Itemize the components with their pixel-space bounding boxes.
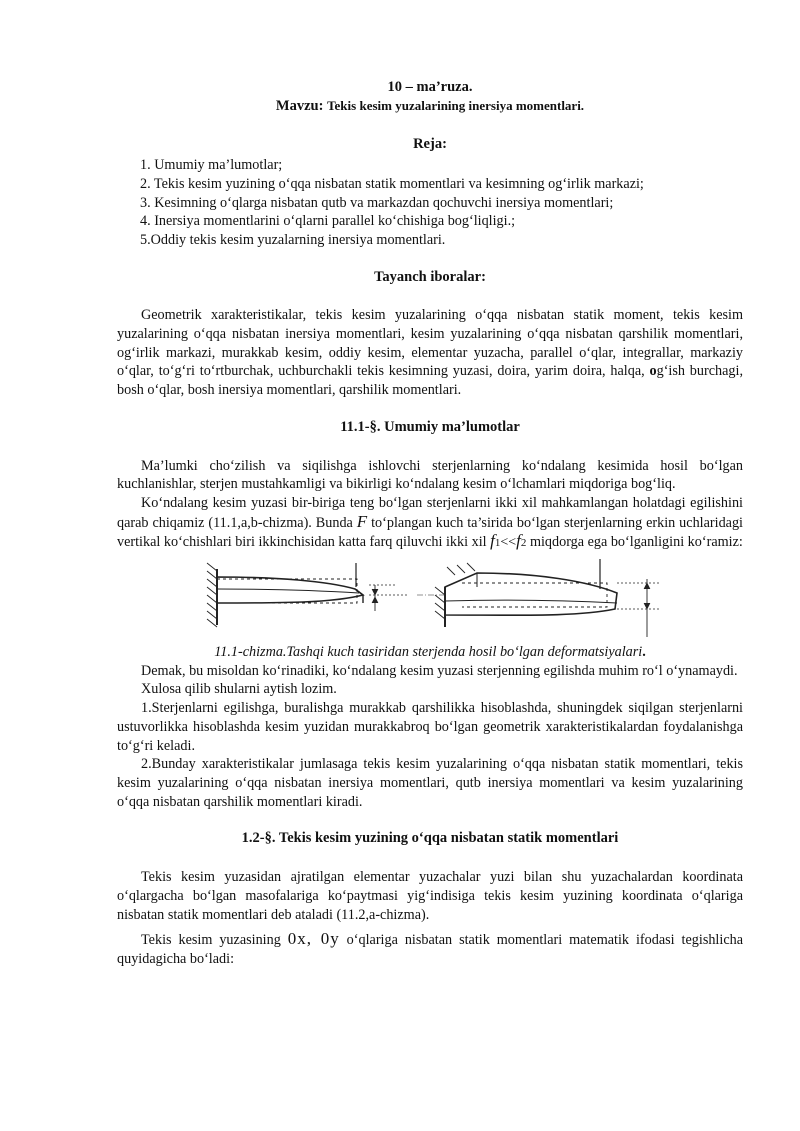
p2-text-b: to‘plangan kuch ta’sirida bo‘lgan sterjenlarning erkin uchlaridagi vertikal ko‘chishlari biri ikkinchisidan katta farq qiluvchi ikki xil — [117, 514, 744, 551]
keywords-text-a: Geometrik xarakteristikalar, tekis kesim yuzalarining o‘qqa nisbatan statik moment, tekis kesim yuzalarining o‘qqa nisbatan inersiya momentlari, kesim yuzalarining o‘qqa nisbatan qarshilik momentlari, og‘irlik markazi, murakkab kesim, oddiy kesim, elementar yuzacha, parallel o‘qlar, integrallar, markaziy o‘qlar, to‘g‘ri to‘rtburchak, uchburchakli tekis kesimning yuzasi, doira, yarim doira, halqa, — [117, 307, 743, 380]
lecture-topic — [117, 97, 743, 116]
section2-paragraph-2 — [117, 930, 743, 968]
plan-item: 2. Tekis kesim yuzining o‘qqa nisbatan statik momentlari va kesimning og‘irlik markazi; — [140, 175, 644, 192]
beam-deformation-drawing — [117, 559, 743, 639]
f2-symbol: f — [516, 531, 521, 551]
figure-caption — [117, 643, 743, 662]
topic-label: Mavzu: — [275, 97, 324, 114]
figure-11-1 — [117, 559, 743, 639]
beam-b — [445, 573, 617, 615]
document-page — [117, 78, 743, 969]
axes-symbols: 0x, 0y — [287, 929, 340, 949]
force-symbol: F — [356, 511, 368, 531]
p2-text-a: Ko‘ndalang kesim yuzasi bir-biriga teng bo‘lgan sterjenlarni ikki xil mahkamlangan holatdagi egilishini qarab chiqamiz (11.1,a,b-chizma). Bunda — [117, 494, 743, 531]
section1-paragraph-1: Ma’lumki cho‘zilish va siqilishga ishlovchi sterjenlarning ko‘ndalang kesimida hosil bo‘lgan kuchlanishlar, sterjen mustahkamligi va bikirligi ko‘ndalang kesim o‘lchamlari miqdoriga bog‘liq. — [117, 457, 743, 493]
plan-item: 4. Inersiya momentlarini o‘qlarni parallel ko‘chishiga bog‘liqligi.; — [140, 213, 516, 230]
section1-paragraph-5: 1.Sterjenlarni egilishga, buralishga murakkab qarshilikka hisoblashda, shuningdek siqilgan sterjenlarni ustuvorlikka hisoblashda kesim yuzidan murakkabroq bo‘lgan geometrik xarakteristikalardan foydalanishga to‘g‘ri keladi. — [117, 700, 743, 754]
topic-text: Tekis kesim yuzalarining inersiya momentlari. — [327, 97, 585, 113]
section1-paragraph-3: Demak, bu misoldan ko‘rinadiki, ko‘ndalang kesim yuzasi sterjenning egilishda muhim ro‘l o‘ynamaydi. — [141, 662, 738, 679]
caption-text: 11.1-chizma.Tashqi kuch tasiridan sterjenda hosil bo‘lgan deformatsiyalari — [214, 644, 643, 661]
section1-paragraph-2 — [117, 494, 743, 553]
plan-item: 5.Oddiy tekis kesim yuzalarning inersiya momentlari. — [140, 231, 446, 248]
plan-title: Reja: — [413, 136, 447, 153]
section1-paragraph-4: Xulosa qilib shularni aytish lozim. — [141, 681, 337, 698]
p2-text-c: miqdorga ega bo‘lganligini ko‘ramiz: — [526, 534, 743, 551]
hatching-b — [435, 563, 475, 619]
f1-subscript: 1 — [494, 537, 501, 550]
f1-symbol: f — [490, 531, 495, 551]
s2-p2-text-a: Tekis kesim yuzasining — [141, 932, 288, 949]
caption-end: . — [642, 644, 646, 661]
plan-item: 3. Kesimning o‘qlarga nisbatan qutb va markazdan qochuvchi inersiya momentlari; — [140, 194, 614, 211]
lecture-number: 10 – ma’ruza. — [387, 79, 473, 95]
section1-paragraph-6: 2.Bunday xarakteristikalar jumlasaga tekis kesim yuzalarining o‘qqa nisbatan statik momentlari, tekis kesim yuzalarining o‘qqa nisbatan inersiya momentlari, qutb inersiya momentlari va kesim yuzalarining o‘qqa nisbatan qarshilik momentlari kiradi. — [117, 756, 743, 810]
section1-title: 11.1-§. Umumiy ma’lumotlar — [340, 418, 520, 435]
much-less-sign: << — [500, 535, 517, 551]
keywords-title: Tayanch iboralar: — [374, 268, 486, 285]
plan-list — [140, 156, 743, 250]
deflection-inequality — [490, 531, 526, 550]
keywords-paragraph — [117, 306, 743, 400]
s2-p2-text-b: o‘qlariga nisbatan statik momentlari matematik ifodasi tegishlicha quyidagicha bo‘ladi: — [117, 932, 744, 967]
section2-paragraph-1: Tekis kesim yuzasidan ajratilgan elementar yuzachalar yuzi bilan shu yuzachalardan koordinata o‘qlargacha bo‘lgan masofalariga ko‘paytmasi yig‘indisiga tekis kesim yuzining koordinata o‘qlariga nisbatan statik momentlari deb ataladi (11.2,a-chizma). — [117, 869, 743, 923]
f2-subscript: 2 — [520, 537, 527, 550]
hatching-a — [207, 563, 217, 627]
keywords-bold: o — [649, 363, 657, 380]
keywords-text-b: g‘ish burchagi, bosh o‘qlar, bosh inersiya momentlari, qarshilik momentlari. — [117, 363, 743, 399]
plan-item: 1. Umumiy ma’lumotlar; — [140, 157, 283, 174]
section2-title: 1.2-§. Tekis kesim yuzining o‘qqa nisbatan statik momentlari — [241, 830, 619, 847]
